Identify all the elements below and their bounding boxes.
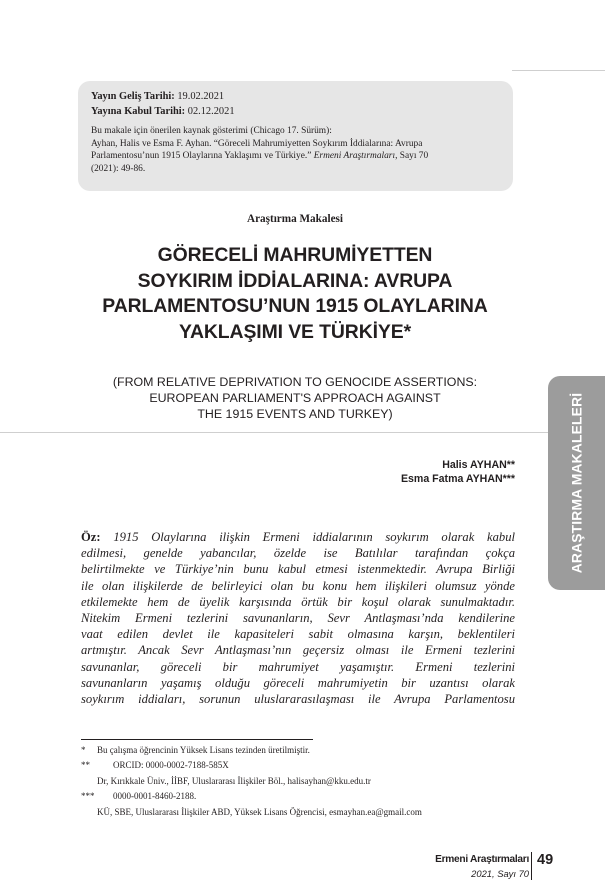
received-date-row <box>91 90 501 105</box>
abstract-label: Öz: <box>81 530 101 544</box>
citation-block <box>91 125 501 175</box>
footnote-text: Bu çalışma öğrencinin Yüksek Lisans tezinden üretilmiştir. <box>97 745 310 755</box>
citation-line-2-text: Parlamentosu’nun 1915 Olaylarına Yaklaşımı ve Türkiye.” <box>91 151 312 162</box>
page-number: 49 <box>537 852 554 868</box>
accepted-label: Yayına Kabul Tarihi: <box>91 105 186 117</box>
footnote-affiliation: KÜ, SBE, Uluslararası İlişkiler ABD, Yüksek Lisans Öğrencisi, esmayhan.ea@gmail.com <box>97 806 422 817</box>
footnote-2 <box>81 758 422 773</box>
author-1: Halis AYHAN** <box>442 459 515 471</box>
citation-intro: Bu makale için önerilen kaynak gösterimi (Chicago 17. Sürüm): <box>91 126 332 137</box>
abstract-line: vaat edilen devlet ile kapasiteleri sabit olmasına karşın, beklentileri <box>81 627 515 642</box>
footnote-text: ORCID: 0000-0002-7188-585X <box>113 760 229 771</box>
footnote-3 <box>81 789 422 804</box>
abstract-line: artmıştır. Ancak Sevr Antlaşması’nın geçersiz olması ile Ermeni tezlerini <box>81 643 515 658</box>
header-rule <box>512 70 605 71</box>
footnote-mark: *** <box>81 791 95 802</box>
footnotes <box>81 743 422 820</box>
abstract-line: etkilemekte hem de üyelik karşısında örtük bir koşul olarak sunulmaktadır. <box>81 594 515 609</box>
footnote-text: 0000-0001-8460-2188. <box>113 791 197 802</box>
english-title-line: (FROM RELATIVE DEPRIVATION TO GENOCIDE ASSERTIONS: <box>112 375 478 389</box>
abstract-line <box>81 529 515 545</box>
citation-line-3: (2021): 49-86. <box>91 163 146 174</box>
footer-journal-name: Ermeni Araştırmaları <box>435 854 529 865</box>
citation-issue: , Sayı 70 <box>395 151 429 162</box>
received-label: Yayın Geliş Tarihi: <box>91 91 175 102</box>
title-line: PARLAMENTOSU’NUN 1915 OLAYLARINA <box>102 295 488 317</box>
accepted-date-row <box>91 105 501 120</box>
section-divider <box>0 432 548 433</box>
abstract-line: Nitekim Ermeni tezlerini savunanların, Sevr Antlaşması’nda kendilerine <box>81 611 515 626</box>
footnote-2-affiliation <box>81 774 422 789</box>
title-line: SOYKIRIM İDDİALARINA: AVRUPA <box>137 269 453 292</box>
abstract-line-text: 1915 Olaylarına ilişkin Ermeni iddialarının soykırım olarak kabul <box>113 530 515 544</box>
abstract-line: savunanlar, göreceli bir mahrumiyet yaşamıştır. Ermeni tezlerini <box>81 659 515 674</box>
footnote-mark: ** <box>81 760 90 771</box>
footnote-rule <box>81 739 313 740</box>
author-2: Esma Fatma AYHAN*** <box>400 472 515 485</box>
authors <box>401 459 515 487</box>
received-date: 19.02.2021 <box>177 91 225 102</box>
section-side-tab <box>548 376 605 590</box>
english-title-line: EUROPEAN PARLIAMENT'S APPROACH AGAINST <box>149 390 441 405</box>
side-tab-label: ARAŞTIRMA MAKALELERİ <box>569 392 584 574</box>
citation-line-1: Ayhan, Halis ve Esma F. Ayhan. “Göreceli Mahrumiyetten Soykırım İddialarına: Avrupa <box>91 138 423 149</box>
citation-journal: Ermeni Araştırmaları <box>313 151 396 162</box>
title-line: YAKLAŞIMI VE TÜRKİYE* <box>178 320 412 343</box>
publication-info-box <box>78 81 513 191</box>
accepted-date: 02.12.2021 <box>187 105 235 117</box>
footnote-1 <box>81 743 422 758</box>
abstract-line: ile olan ilişkilerde de belirleyici olan bu konu hem ilişkileri olumsuz yönde <box>81 578 515 593</box>
footer-divider <box>531 852 532 880</box>
abstract-line: soykırım iddiaları, sorunun uluslararasılaşması ile Avrupa Parlamentosu <box>81 692 515 707</box>
abstract <box>81 529 515 707</box>
english-title <box>60 375 530 422</box>
article-type: Araştırma Makalesi <box>246 213 343 225</box>
abstract-line: savunanların yaşamış olduğu göreceli mahrumiyetin bir uzantısı olarak <box>81 675 515 690</box>
english-title-line: THE 1915 EVENTS AND TURKEY) <box>197 406 393 421</box>
article-title <box>60 243 530 345</box>
title-line: GÖRECELİ MAHRUMİYETTEN <box>157 244 433 266</box>
abstract-line: belirtilmekte ve Türkiye’nin bunu kabul etmesi istenmektedir. Avrupa Birliği <box>81 562 515 577</box>
footnote-affiliation: Dr, Kırıkkale Üniv., İİBF, Uluslararası İlişkiler Böl., halisayhan@kku.edu.tr <box>97 775 371 786</box>
footer-issue: 2021, Sayı 70 <box>471 868 529 879</box>
citation-line-2 <box>91 150 501 163</box>
footnote-mark: * <box>81 745 86 755</box>
abstract-line: edilmesi, genelde yabancılar, özelde ise Batılılar tarafından çokça <box>81 546 515 561</box>
footnote-3-affiliation <box>81 805 422 820</box>
